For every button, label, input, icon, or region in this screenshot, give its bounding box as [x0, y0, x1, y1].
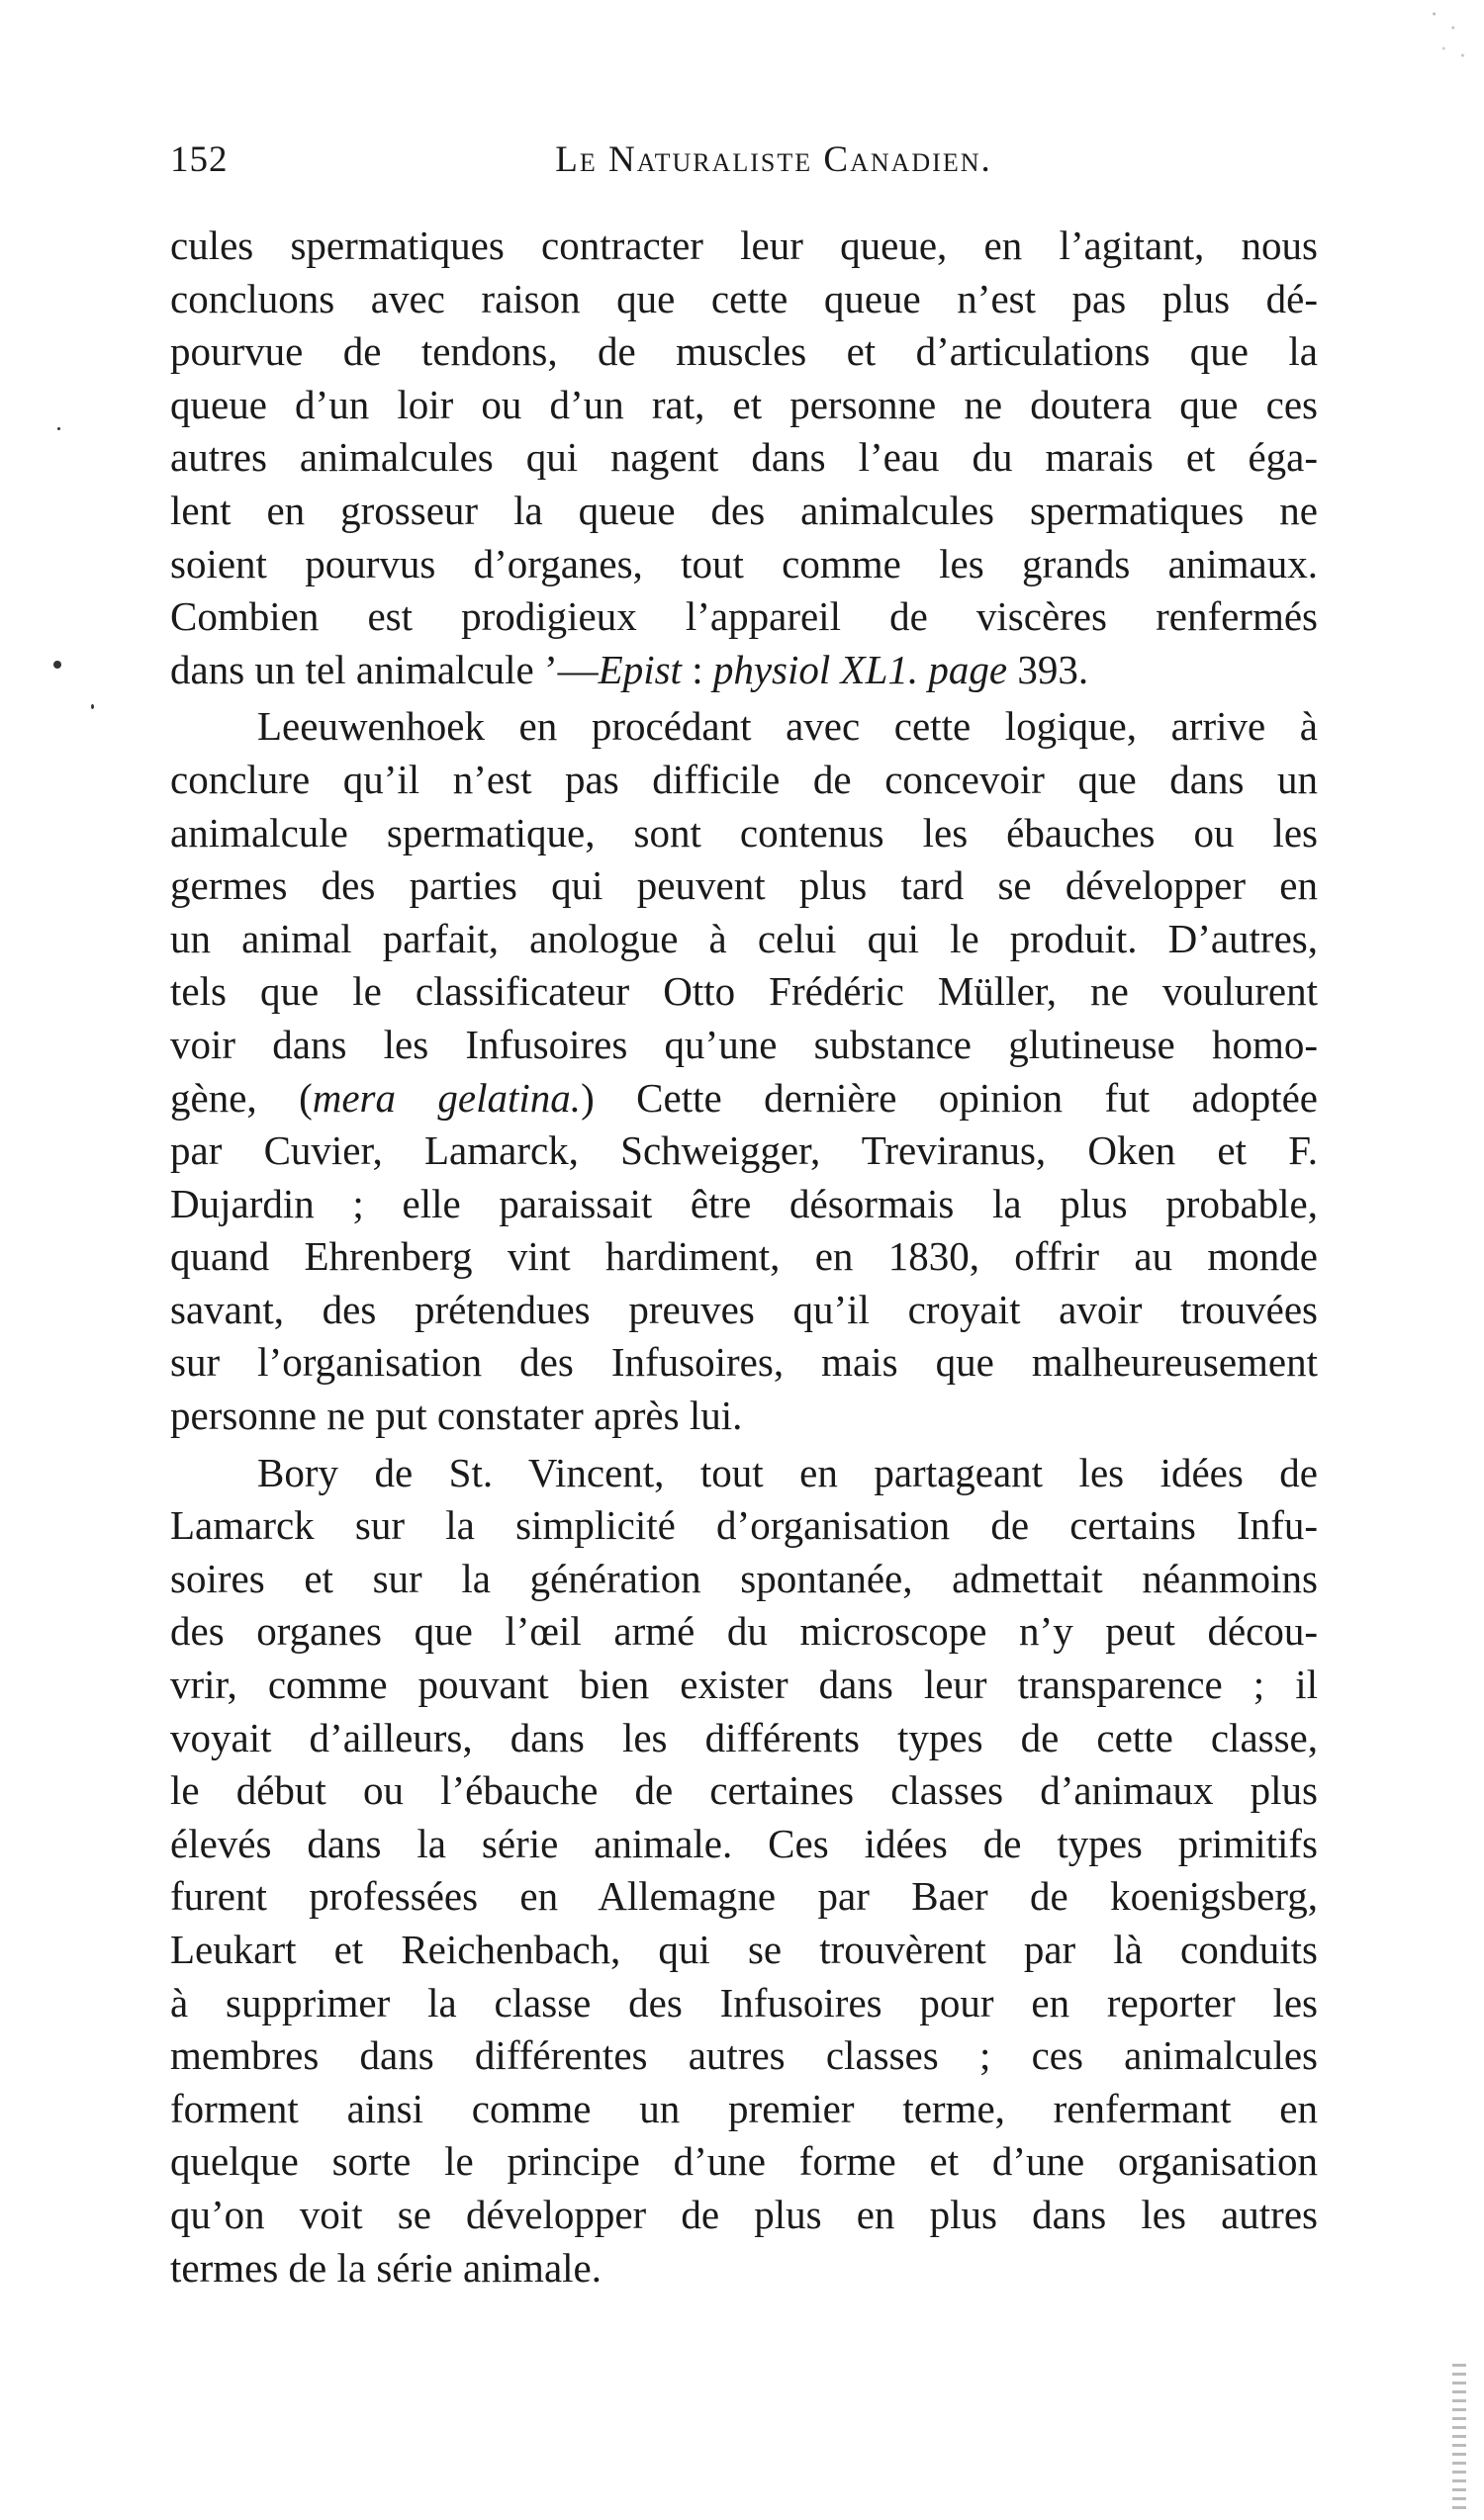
text-line: germes des parties qui peuvent plus tard se développer en — [170, 862, 1318, 909]
text-line: soires et sur la génération spontanée, admettait néanmoins — [170, 1555, 1318, 1601]
text-line: soient pourvus d’organes, tout comme les grands animaux. — [170, 540, 1318, 586]
text-line: cules spermatiques contracter leur queue, en l’agitant, nous — [170, 223, 1318, 268]
citation-source: Epist — [598, 646, 682, 692]
text-line: élevés dans la série animale. Ces idées de types primitifs — [170, 1820, 1318, 1866]
text-line-italic-phrase — [170, 1072, 1318, 1125]
text-line: par Cuvier, Lamarck, Schweigger, Treviranus, Oken et F. — [170, 1127, 1318, 1174]
text-line: le début ou l’ébauche de certaines classes d’animaux plus — [170, 1767, 1318, 1814]
text-line: Bory de St. Vincent, tout en partageant les idées de — [257, 1449, 1318, 1495]
text-line: qu’on voit se développer de plus en plus dans les autres — [170, 2191, 1318, 2237]
page-number: 152 — [170, 139, 229, 180]
text-line: pourvue de tendons, de muscles et d’articulations que la — [170, 328, 1318, 375]
text-line: savant, des prétendues preuves qu’il croyait avoir trouvées — [170, 1286, 1318, 1332]
text-line: conclure qu’il n’est pas difficile de concevoir que dans un — [170, 756, 1318, 802]
text-line: Combien est prodigieux l’appareil de viscères renfermés — [170, 593, 1318, 640]
latin-phrase: mera gelatina. — [312, 1074, 582, 1121]
text-line: quand Ehrenberg vint hardiment, en 1830, offrir au monde — [170, 1233, 1318, 1280]
scan-speck — [57, 427, 60, 430]
text-line: un animal parfait, anologue à celui qui le produit. D’autres, — [170, 915, 1318, 961]
text-line: sur l’organisation des Infusoires, mais que malheureusement — [170, 1339, 1318, 1386]
text-line: à supprimer la classe des Infusoires pour en reporter les — [170, 1979, 1318, 2025]
citation-lead: dans un tel animalcule ’— — [170, 646, 599, 692]
text-line: forment ainsi comme un premier terme, renfermant en — [170, 2085, 1318, 2131]
text-line: Leukart et Reichenbach, qui se trouvèrent par là conduits — [170, 1927, 1318, 1972]
paragraph — [170, 220, 1318, 696]
scan-speck — [91, 704, 94, 709]
text-line: Lamarck sur la simplicité d’organisation de certains Infu- — [170, 1502, 1318, 1549]
text-line: des organes que l’œil armé du microscope n’y peut décou- — [170, 1608, 1318, 1655]
text-line: voyait d’ailleurs, dans les différents types de cette classe, — [170, 1714, 1318, 1760]
text-segment: ) Cette dernière opinion fut adoptée — [581, 1074, 1318, 1121]
text-segment: gène, ( — [170, 1074, 313, 1121]
text-line: vrir, comme pouvant bien exister dans leur transparence ; il — [170, 1662, 1318, 1708]
citation-separator: : — [681, 646, 713, 692]
text-line: personne ne put constater après lui. — [170, 1393, 743, 1439]
text-line: membres dans différentes autres classes ; ces animalcules — [170, 2032, 1318, 2079]
text-line: queue d’un loir ou d’un rat, et personne ne doutera que ces — [170, 381, 1318, 427]
paragraph — [170, 700, 1318, 1442]
citation-page: 393. — [1007, 646, 1089, 692]
text-line: concluons avec raison que cette queue n’est pas plus dé- — [170, 275, 1318, 321]
text-line: Leeuwenhoek en procédant avec cette logique, arrive à — [257, 703, 1318, 750]
paragraph — [170, 1447, 1318, 2295]
text-line: autres animalcules qui nagent dans l’eau du marais et éga- — [170, 434, 1318, 481]
citation-reference: physiol XL1. page — [712, 646, 1008, 692]
page-body — [170, 220, 1318, 2295]
scan-noise-right-edge — [1452, 2364, 1466, 2512]
scan-noise-top-right — [1425, 0, 1472, 69]
text-line: Dujardin ; elle paraissait être désormais la plus probable, — [170, 1180, 1318, 1226]
text-line-citation — [170, 644, 1318, 697]
text-line: quelque sorte le principe d’une forme et d’une organisation — [170, 2138, 1318, 2185]
text-line: termes de la série animale. — [170, 2244, 602, 2291]
running-title: Le Naturaliste Canadien. — [555, 139, 992, 180]
text-line: animalcule spermatique, sont contenus les ébauches ou les — [170, 809, 1318, 855]
text-line: furent professées en Allemagne par Baer de koenigsberg, — [170, 1873, 1318, 1920]
scan-speck — [53, 661, 61, 669]
text-line: tels que le classificateur Otto Frédéric Müller, ne voulurent — [170, 968, 1318, 1015]
text-line: voir dans les Infusoires qu’une substance glutineuse homo- — [170, 1021, 1318, 1067]
text-line: lent en grosseur la queue des animalcules spermatiques ne — [170, 487, 1318, 533]
page-header — [170, 138, 1318, 198]
